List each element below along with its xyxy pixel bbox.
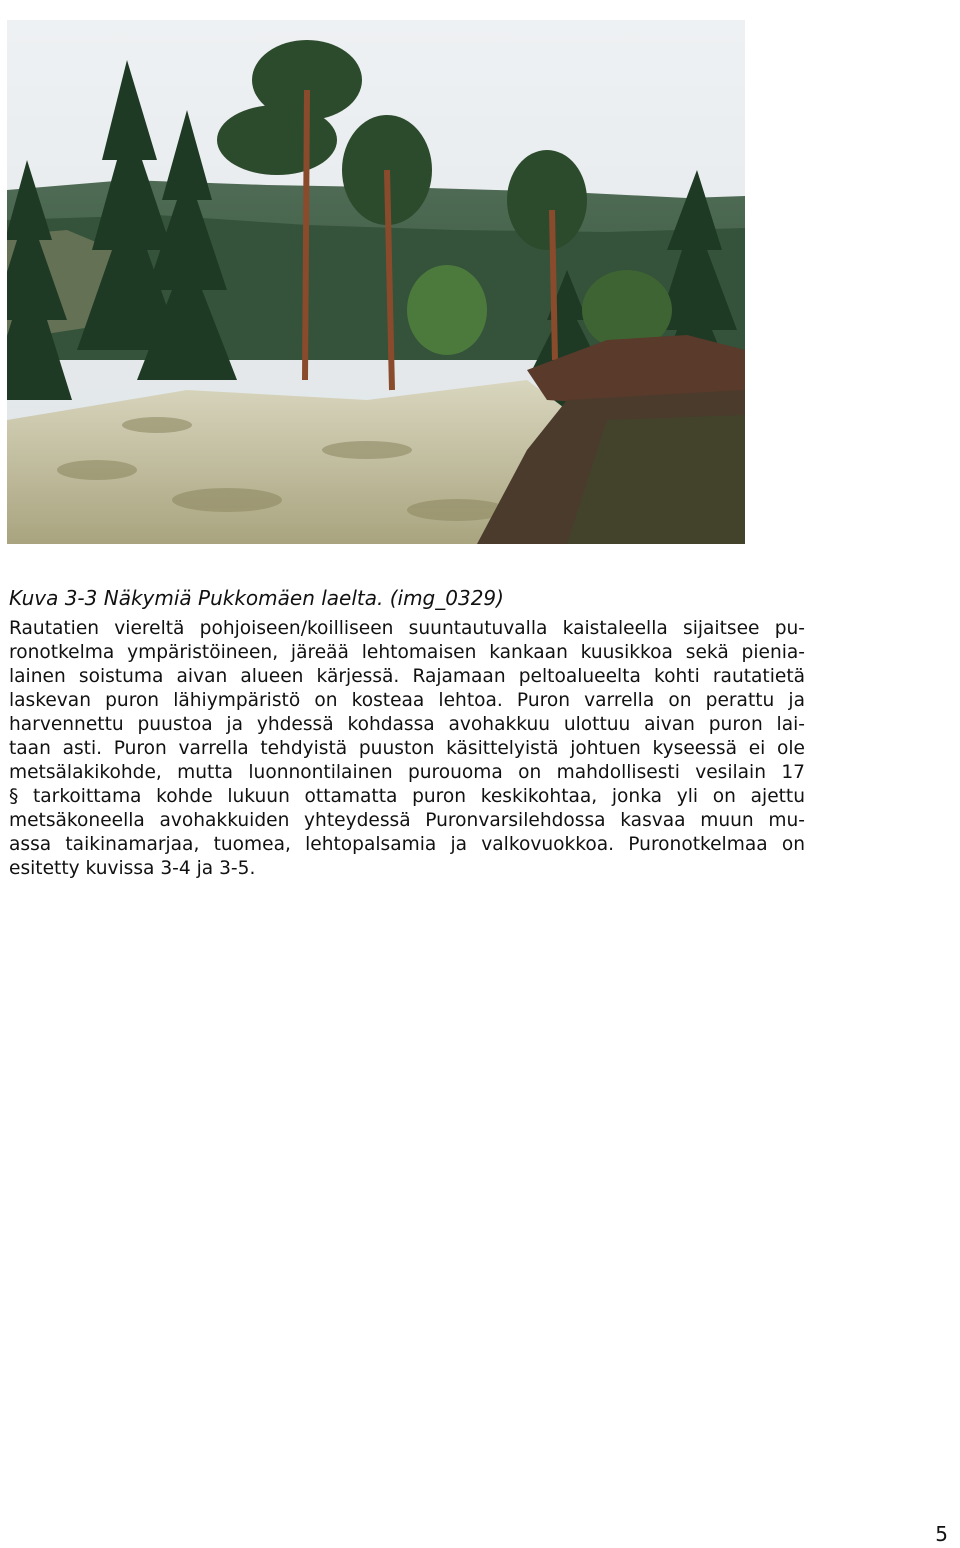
paragraph-line: esitetty kuvissa 3-4 ja 3-5. xyxy=(9,858,256,879)
paragraph-line: taan asti. Puron varrella tehdyistä puuston käsittelyistä johtuen kyseessä ei ole xyxy=(9,738,805,759)
paragraph-line: § tarkoittama kohde lukuun ottamatta puron keskikohtaa, jonka yli on ajettu xyxy=(9,786,805,807)
forest-landscape-photo xyxy=(7,20,745,544)
forest-photo xyxy=(7,20,745,544)
paragraph-line: ronotkelma ympäristöineen, järeää lehtomaisen kankaan kuusikkoa sekä pienia- xyxy=(9,642,805,663)
paragraph-line: laskevan puron lähiympäristö on kosteaa lehtoa. Puron varrella on perattu ja xyxy=(9,690,805,711)
paragraph-line: metsälakikohde, mutta luonnontilainen purouoma on mahdollisesti vesilain 17 xyxy=(9,762,805,783)
paragraph-line: metsäkoneella avohakkuiden yhteydessä Puronvarsilehdossa kasvaa muun mu- xyxy=(9,810,805,831)
page-number: 5 xyxy=(935,1522,948,1546)
figure-caption: Kuva 3-3 Näkymiä Pukkomäen laelta. (img_0329) xyxy=(9,586,504,610)
body-paragraph xyxy=(9,617,805,881)
paragraph-line: Rautatien viereltä pohjoiseen/koilliseen suuntautuvalla kaistaleella sijaitsee pu- xyxy=(9,618,805,639)
paragraph-line: lainen soistuma aivan alueen kärjessä. Rajamaan peltoalueelta kohti rautatietä xyxy=(9,666,805,687)
paragraph-line: harvennettu puustoa ja yhdessä kohdassa avohakkuu ulottuu aivan puron lai- xyxy=(9,714,805,735)
paragraph-line: assa taikinamarjaa, tuomea, lehtopalsamia ja valkovuokkoa. Puronotkelmaa on xyxy=(9,834,805,855)
